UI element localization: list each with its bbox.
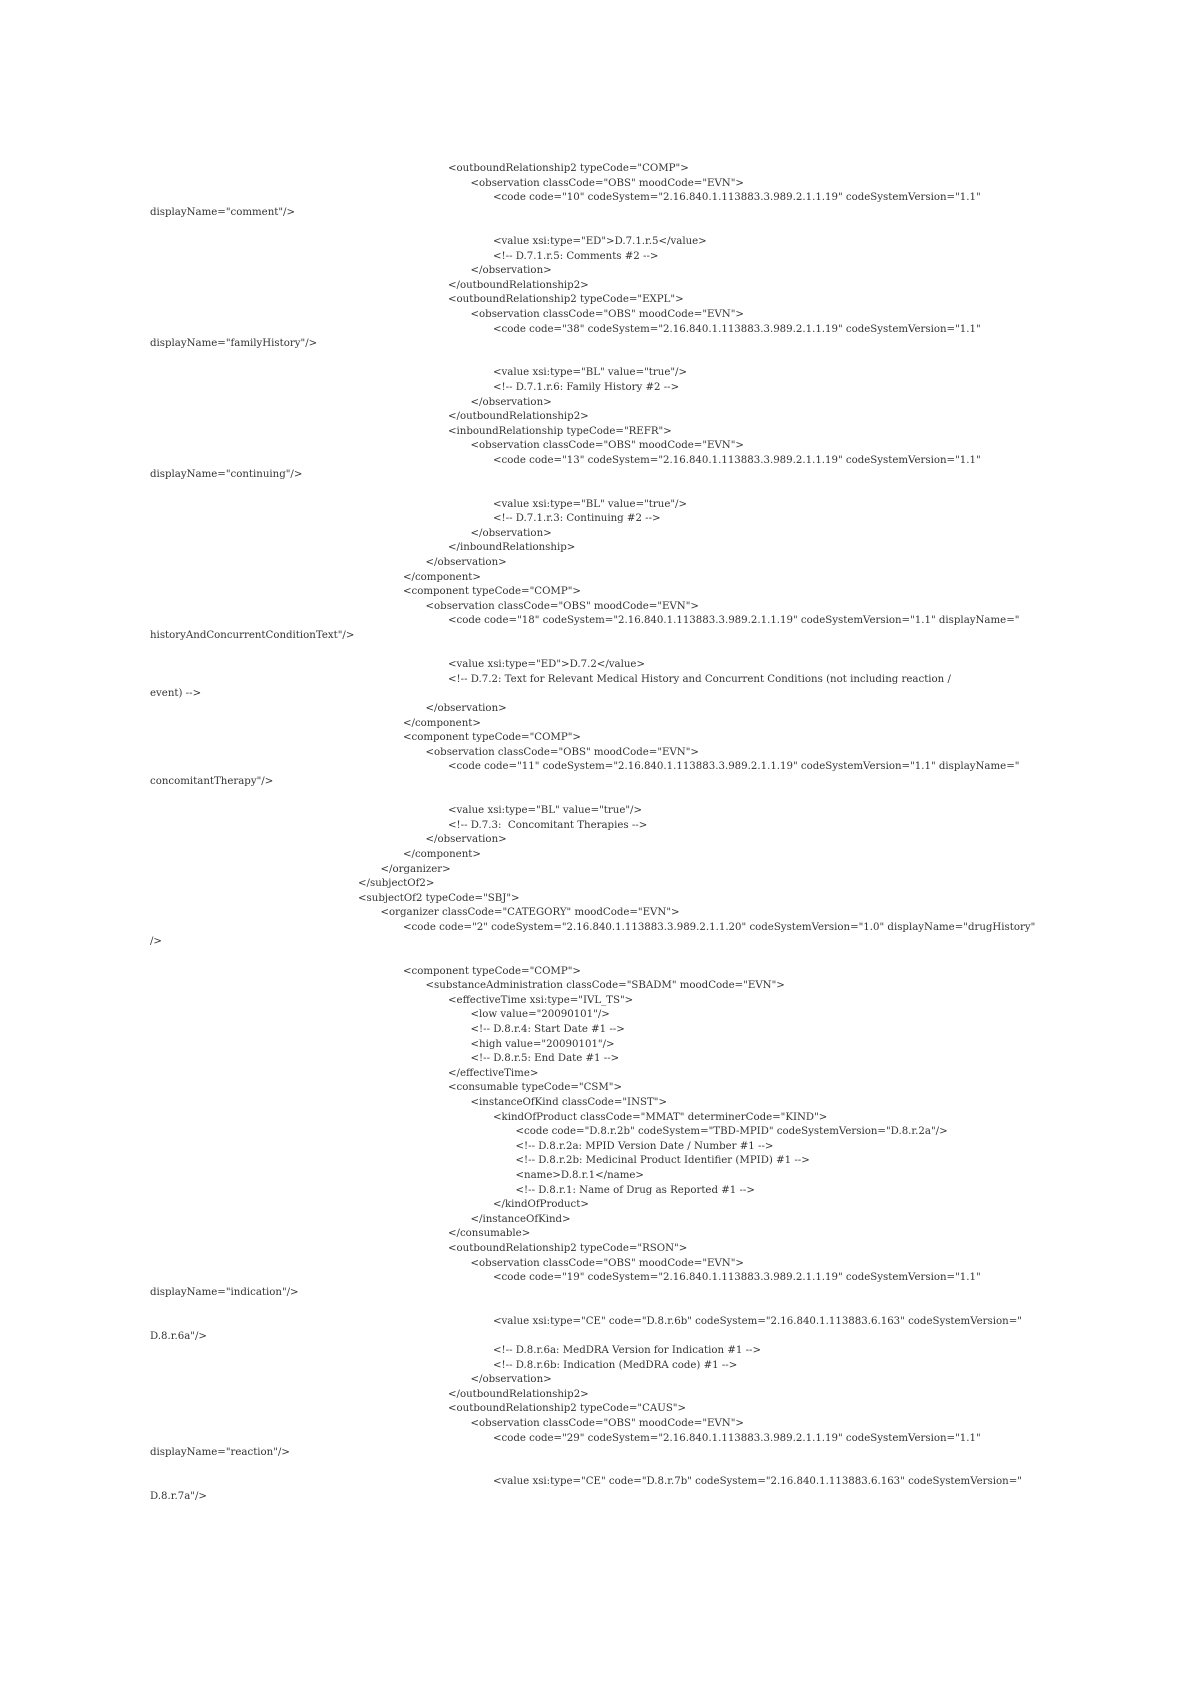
code-line: </instanceOfKind> [470,1213,571,1225]
code-line-wrapped: /> [150,936,162,948]
blank-line [150,790,1030,805]
code-line: <outboundRelationship2 typeCode="RSON"> [448,1242,688,1254]
code-line: <!-- D.8.r.1: Name of Drug as Reported #1 --> [515,1184,755,1196]
code-line: <!-- D.7.1.r.6: Family History #2 --> [493,381,680,393]
code-line: </kindOfProduct> [493,1199,589,1211]
code-line: <outboundRelationship2 typeCode="EXPL"> [448,294,684,306]
code-line: </observation> [425,834,507,846]
code-line: <value xsi:type="CE" code="D.8.r.7b" codeSystem="2.16.840.1.113883.6.163" codeSystemVersion=" [493,1476,1022,1488]
code-line: <!-- D.8.r.2a: MPID Version Date / Number #1 --> [515,1140,774,1152]
code-line: <code code="10" codeSystem="2.16.840.1.113883.3.989.2.1.1.19" codeSystemVersion="1.1" [493,192,981,204]
code-line: <effectiveTime xsi:type="IVL_TS"> [448,994,634,1006]
code-line-wrapped: historyAndConcurrentConditionText"/> [150,630,355,641]
code-line: <code code="18" codeSystem="2.16.840.1.113883.3.989.2.1.1.19" codeSystemVersion="1.1" displayName=" [448,615,1020,627]
blank-line [150,220,1030,235]
code-line: <code code="29" codeSystem="2.16.840.1.113883.3.989.2.1.1.19" codeSystemVersion="1.1" [493,1432,981,1444]
code-line: <instanceOfKind classCode="INST"> [470,1097,667,1108]
code-line-wrapped: concomitantTherapy"/> [150,775,274,787]
code-line: <code code="38" codeSystem="2.16.840.1.113883.3.989.2.1.1.19" codeSystemVersion="1.1" [493,323,981,335]
code-line: <high value="20090101"/> [470,1038,615,1050]
code-line: </outboundRelationship2> [448,411,589,423]
code-line: <!-- D.7.1.r.5: Comments #2 --> [493,250,659,262]
code-line: <low value="20090101"/> [470,1009,610,1021]
code-line: <outboundRelationship2 typeCode="CAUS"> [448,1403,687,1415]
code-line: <!-- D.8.r.6b: Indication (MedDRA code) #1 --> [493,1359,738,1371]
code-line: <!-- D.7.3: Concomitant Therapies --> [448,819,648,831]
code-line-wrapped: displayName="reaction"/> [150,1447,290,1459]
code-line: <code code="2" codeSystem="2.16.840.1.113883.3.989.2.1.1.20" codeSystemVersion="1.0" displayName="drugHistory" [403,921,1036,933]
code-line: <value xsi:type="ED">D.7.1.r.5</value> [493,235,707,247]
blank-line [150,483,1030,498]
blank-line [150,644,1030,659]
code-line: <observation classCode="OBS" moodCode="EVN"> [470,1257,744,1269]
code-line: <code code="19" codeSystem="2.16.840.1.113883.3.989.2.1.1.19" codeSystemVersion="1.1" [493,1272,981,1284]
code-line: <consumable typeCode="CSM"> [448,1082,623,1094]
code-line: </component> [403,717,481,729]
code-line: <value xsi:type="BL" value="true"/> [448,805,643,817]
code-line: </effectiveTime> [448,1067,539,1079]
code-line: </observation> [470,527,552,539]
blank-line [150,1300,1030,1315]
code-line: <name>D.8.r.1</name> [515,1169,644,1181]
code-line: <observation classCode="OBS" moodCode="EVN"> [470,1418,744,1430]
code-line: </inboundRelationship> [448,542,576,554]
code-line-wrapped: displayName="continuing"/> [150,469,303,481]
code-line: <code code="D.8.r.2b" codeSystem="TBD-MPID" codeSystemVersion="D.8.r.2a"/> [515,1126,948,1138]
code-line: <subjectOf2 typeCode="SBJ"> [358,892,520,904]
code-line: <code code="13" codeSystem="2.16.840.1.113883.3.989.2.1.1.19" codeSystemVersion="1.1" [493,454,981,466]
code-line: <substanceAdministration classCode="SBADM" moodCode="EVN"> [425,980,785,992]
code-line: </observation> [470,1374,552,1386]
code-line: <inboundRelationship typeCode="REFR"> [448,425,672,437]
code-line: <component typeCode="COMP"> [403,586,581,598]
code-line: <value xsi:type="CE" code="D.8.r.6b" codeSystem="2.16.840.1.113883.6.163" codeSystemVersion=" [493,1315,1022,1327]
code-line: <component typeCode="COMP"> [403,965,581,977]
code-line: <value xsi:type="ED">D.7.2</value> [448,659,645,671]
code-line: <outboundRelationship2 typeCode="COMP"> [448,163,689,174]
code-line: </consumable> [448,1228,531,1240]
code-line: <!-- D.8.r.2b: Medicinal Product Identifier (MPID) #1 --> [515,1155,810,1167]
code-line: </outboundRelationship2> [448,279,589,291]
code-line: <!-- D.7.2: Text for Relevant Medical History and Concurrent Conditions (not including reaction / [448,673,951,685]
code-line: <code code="11" codeSystem="2.16.840.1.113883.3.989.2.1.1.19" codeSystemVersion="1.1" displayName=" [448,761,1020,773]
code-line: </observation> [425,702,507,714]
code-line: <value xsi:type="BL" value="true"/> [493,498,688,510]
code-line: <observation classCode="OBS" moodCode="EVN"> [470,177,744,189]
code-line: <observation classCode="OBS" moodCode="EVN"> [425,600,699,612]
code-line: </subjectOf2> [358,878,435,890]
code-line: <observation classCode="OBS" moodCode="EVN"> [470,308,744,320]
code-line: <component typeCode="COMP"> [403,732,581,744]
code-line-wrapped: displayName="familyHistory"/> [150,338,318,350]
code-line-wrapped: displayName="indication"/> [150,1286,299,1298]
code-line: <!-- D.8.r.4: Start Date #1 --> [470,1024,625,1036]
code-line: </component> [403,848,481,860]
code-line: <kindOfProduct classCode="MMAT" determinerCode="KIND"> [493,1111,828,1123]
code-line: <organizer classCode="CATEGORY" moodCode="EVN"> [380,907,680,919]
code-line: <!-- D.7.1.r.3: Continuing #2 --> [493,513,661,525]
xml-code-listing [150,162,1036,1505]
blank-line [150,352,1030,367]
code-line: </observation> [470,396,552,408]
code-line: </observation> [470,265,552,277]
code-line-wrapped: event) --> [150,688,202,700]
code-line: <observation classCode="OBS" moodCode="EVN"> [425,746,699,758]
blank-line [150,1461,1030,1476]
blank-line [150,950,1030,965]
code-line-wrapped: D.8.r.6a"/> [150,1330,207,1342]
code-line: </organizer> [380,863,451,875]
code-line: <observation classCode="OBS" moodCode="EVN"> [470,440,744,452]
code-line-wrapped: D.8.r.7a"/> [150,1491,207,1503]
code-line: <!-- D.8.r.6a: MedDRA Version for Indication #1 --> [493,1345,762,1357]
code-line: </observation> [425,557,507,569]
code-line: </component> [403,571,481,583]
code-line: </outboundRelationship2> [448,1388,589,1400]
code-line-wrapped: displayName="comment"/> [150,206,296,218]
code-line: <!-- D.8.r.5: End Date #1 --> [470,1053,620,1065]
code-line: <value xsi:type="BL" value="true"/> [493,367,688,379]
